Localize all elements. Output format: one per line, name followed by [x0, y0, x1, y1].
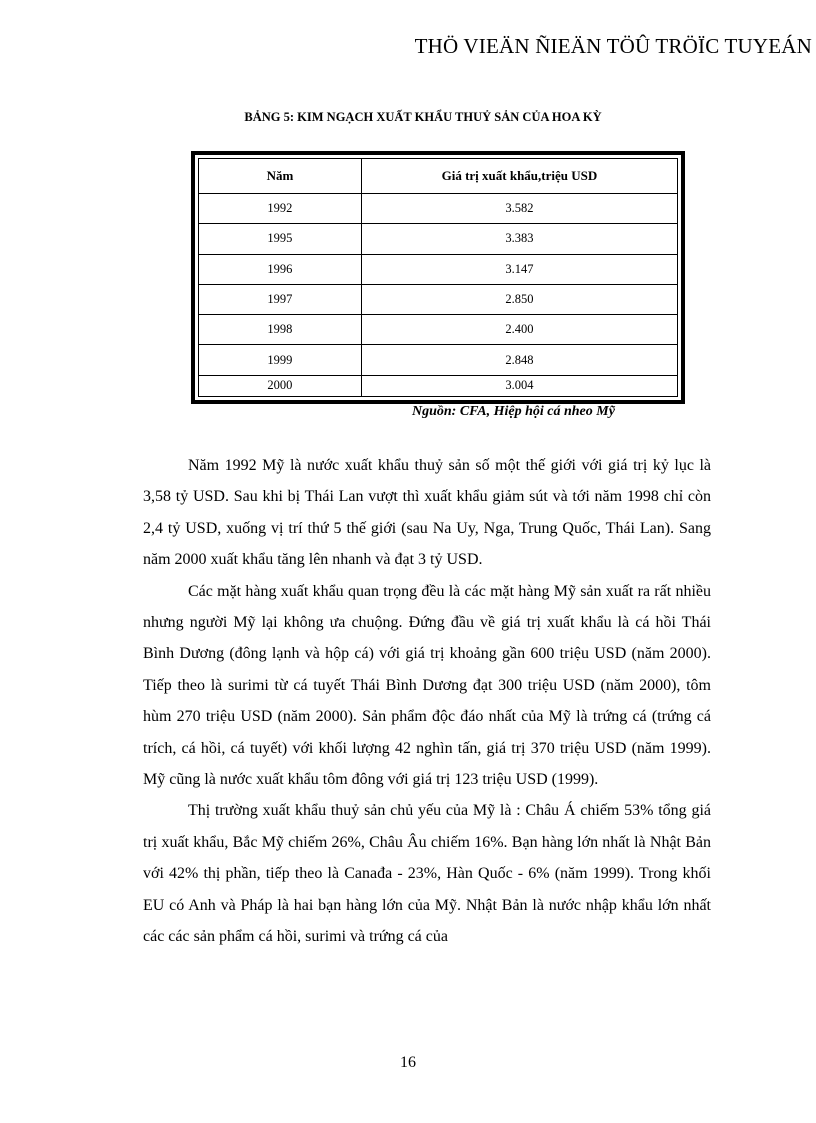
body-text: [143, 450, 711, 953]
value-cell: 3.383: [361, 224, 677, 254]
paragraph: Thị trường xuất khẩu thuỷ sản chủ yếu của Mỹ là : Châu Á chiếm 53% tổng giá trị xuất khẩu, Bắc Mỹ chiếm 26%, Châu Âu chiếm 16%. Bạn hàng lớn nhất là Nhật Bản với 42% thị phần, tiếp theo là Canađa - 23%, Hàn Quốc - 6% (năm 1999). Trong khối EU có Anh và Pháp là hai bạn hàng lớn của Mỹ. Nhật Bản là nước nhập khẩu lớn nhất các các sản phẩm cá hồi, surimi và trứng cá của: [143, 802, 711, 946]
value-cell: 3.582: [361, 194, 677, 224]
table-row: [199, 315, 678, 345]
table-source-note: Nguồn: CFA, Hiệp hội cá nheo Mỹ: [412, 404, 615, 419]
table-row: [199, 194, 678, 224]
year-cell: 1992: [199, 194, 362, 224]
year-cell: 1997: [199, 284, 362, 314]
export-table: [198, 158, 678, 397]
column-header-value: Giá trị xuất khẩu,triệu USD: [361, 159, 677, 194]
paragraph: Các mặt hàng xuất khẩu quan trọng đều là các mặt hàng Mỹ sản xuất ra rất nhiều nhưng người Mỹ lại không ưa chuộng. Đứng đầu về giá trị xuất khẩu là cá hồi Thái Bình Dương (đông lạnh và hộp cá) với giá trị khoảng gần 600 triệu USD (năm 2000). Tiếp theo là surimi từ cá tuyết Thái Bình Dương đạt 300 triệu USD (năm 2000), tôm hùm 270 triệu USD (năm 2000). Sản phẩm độc đáo nhất của Mỹ là trứng cá (trứng cá trích, cá hồi, cá tuyết) với khối lượng 42 nghìn tấn, giá trị 370 triệu USD (năm 1999). Mỹ cũng là nước xuất khẩu tôm đông với giá trị 123 triệu USD (1999).: [143, 582, 711, 789]
table-row: [199, 224, 678, 254]
table-row: [199, 375, 678, 396]
year-cell: 1995: [199, 224, 362, 254]
table-row: [199, 345, 678, 375]
year-cell: 1996: [199, 254, 362, 284]
export-table-frame: [191, 151, 685, 404]
table-title: BẢNG 5: KIM NGẠCH XUẤT KHẨU THUỶ SẢN CỦA HOA KỲ: [244, 110, 602, 124]
column-header-year: Năm: [199, 159, 362, 194]
year-cell: 2000: [199, 375, 362, 396]
value-cell: 3.147: [361, 254, 677, 284]
year-cell: 1999: [199, 345, 362, 375]
page-header: THÖ VIEÄN ÑIEÄN TÖÛ TRÖÏC TUYEÁN: [414, 34, 812, 58]
value-cell: 3.004: [361, 375, 677, 396]
table-header-row: [199, 159, 678, 194]
year-cell: 1998: [199, 315, 362, 345]
table-row: [199, 284, 678, 314]
table-row: [199, 254, 678, 284]
value-cell: 2.848: [361, 345, 677, 375]
value-cell: 2.850: [361, 284, 677, 314]
paragraph: Năm 1992 Mỹ là nước xuất khẩu thuỷ sản số một thế giới với giá trị kỷ lục là 3,58 tỷ USD. Sau khi bị Thái Lan vượt thì xuất khẩu giảm sút và tới năm 1998 chỉ còn 2,4 tỷ USD, xuống vị trí thứ 5 thế giới (sau Na Uy, Nga, Trung Quốc, Thái Lan). Sang năm 2000 xuất khẩu tăng lên nhanh và đạt 3 tỷ USD.: [143, 457, 711, 569]
page-number: 16: [400, 1054, 416, 1071]
value-cell: 2.400: [361, 315, 677, 345]
